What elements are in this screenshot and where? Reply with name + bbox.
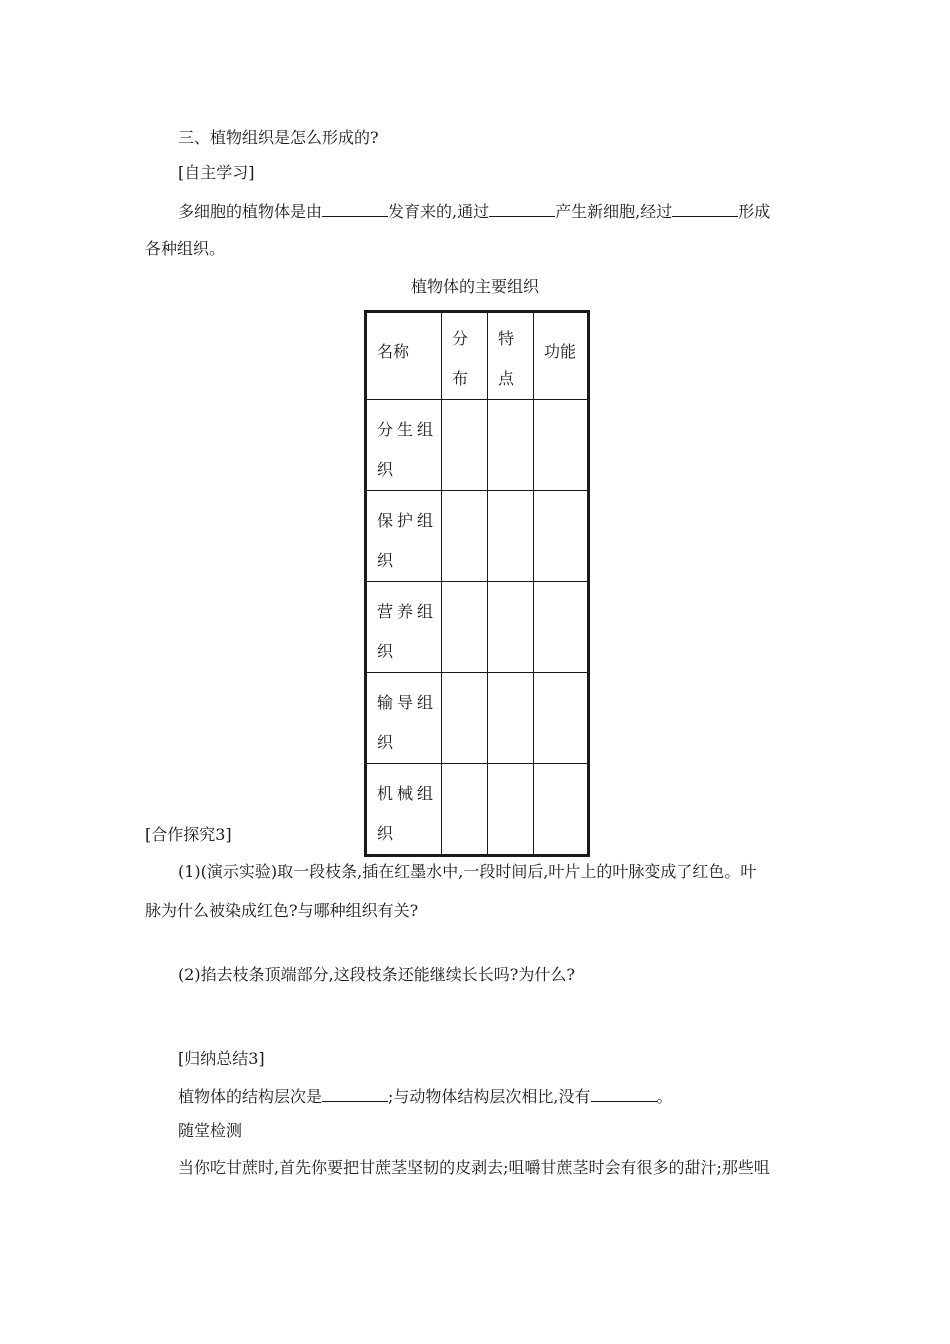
question-2: (2)掐去枝条顶端部分,这段枝条还能继续长长吗?为什么? <box>178 965 575 984</box>
answer-cell[interactable] <box>534 400 589 491</box>
summary-text-2: ;与动物体结构层次相比,没有 <box>388 1087 591 1106</box>
tissue-name: 保护组 织 <box>366 491 442 582</box>
answer-cell[interactable] <box>534 673 589 764</box>
answer-cell[interactable] <box>488 673 534 764</box>
answer-blank[interactable] <box>322 1085 388 1102</box>
tissue-name: 分生组 织 <box>366 400 442 491</box>
answer-cell[interactable] <box>442 673 488 764</box>
table-caption: 植物体的主要组织 <box>410 277 539 296</box>
cooperation-label: [合作探究3] <box>145 825 232 844</box>
summary-label: [归纳总结3] <box>178 1049 265 1068</box>
fill-sentence <box>178 200 770 222</box>
table-row <box>366 491 589 582</box>
tissue-name: 机械组 织 <box>366 764 442 856</box>
header-distribution: 分 布 <box>442 312 488 400</box>
tissue-table <box>364 310 590 857</box>
answer-blank[interactable] <box>322 200 388 217</box>
header-function: 功能 <box>534 312 589 400</box>
fill-sentence-text-2: 发育来的,通过 <box>388 202 490 221</box>
answer-cell[interactable] <box>488 491 534 582</box>
quiz-line-1: 当你吃甘蔗时,首先你要把甘蔗茎坚韧的皮剥去;咀嚼甘蔗茎时会有很多的甜汁;那些咀 <box>178 1158 770 1177</box>
answer-blank[interactable] <box>489 200 555 217</box>
answer-cell[interactable] <box>534 491 589 582</box>
summary-text-1: 植物体的结构层次是 <box>178 1087 323 1106</box>
answer-cell[interactable] <box>534 582 589 673</box>
answer-cell[interactable] <box>442 400 488 491</box>
answer-blank[interactable] <box>672 200 738 217</box>
answer-cell[interactable] <box>442 582 488 673</box>
summary-text-3: 。 <box>656 1087 673 1106</box>
header-features: 特 点 <box>488 312 534 400</box>
tissue-name: 输导组 织 <box>366 673 442 764</box>
fill-sentence-continuation: 各种组织。 <box>145 239 226 258</box>
answer-blank[interactable] <box>591 1085 657 1102</box>
table-header-row <box>366 312 589 400</box>
fill-sentence-text-1: 多细胞的植物体是由 <box>178 202 323 221</box>
answer-cell[interactable] <box>488 582 534 673</box>
answer-cell[interactable] <box>442 491 488 582</box>
quiz-title: 随堂检测 <box>178 1121 243 1140</box>
question-1-line-1: (1)(演示实验)取一段枝条,插在红墨水中,一段时间后,叶片上的叶脉变成了红色。叶 <box>178 862 757 881</box>
tissue-name: 营养组 织 <box>366 582 442 673</box>
section-title: 三、植物组织是怎么形成的? <box>178 128 379 147</box>
table-row <box>366 673 589 764</box>
answer-cell[interactable] <box>534 764 589 856</box>
table-row <box>366 764 589 856</box>
answer-cell[interactable] <box>488 400 534 491</box>
header-name: 名称 <box>366 312 442 400</box>
fill-sentence-text-4: 形成 <box>738 202 771 221</box>
self-study-label: [自主学习] <box>178 163 255 182</box>
question-1-line-2: 脉为什么被染成红色?与哪种组织有关? <box>145 901 419 920</box>
summary-sentence <box>178 1085 673 1107</box>
answer-cell[interactable] <box>488 764 534 856</box>
table-row <box>366 400 589 491</box>
fill-sentence-text-3: 产生新细胞,经过 <box>555 202 673 221</box>
table-row <box>366 582 589 673</box>
answer-cell[interactable] <box>442 764 488 856</box>
